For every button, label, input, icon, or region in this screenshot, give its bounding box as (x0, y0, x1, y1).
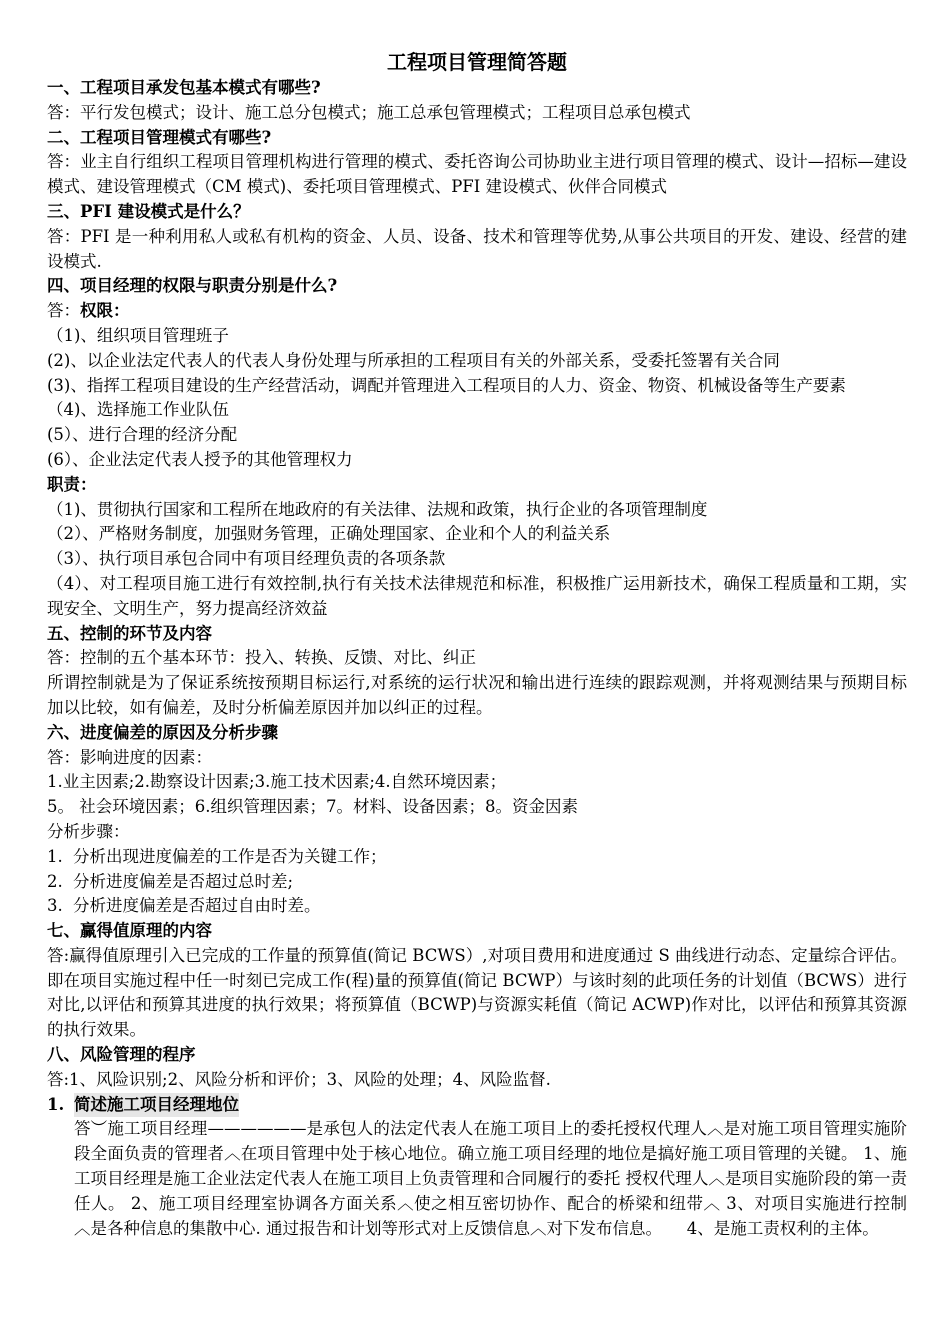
rights-item: (5）、进行合理的经济分配 (47, 425, 238, 445)
step-text: 分析进度偏差是否超过自由时差。 (73, 896, 321, 916)
duties-item: （2）、严格财务制度，加强财务管理，正确处理国家、企业和个人的利益关系 (47, 524, 611, 544)
page-title: 工程项目管理简答题 (387, 50, 567, 74)
answer-5-line-1: 答：控制的五个基本环节：投入、转换、反馈、对比、纠正 (47, 648, 476, 668)
answer-6-line-2: 1.业主因素;2.勘察设计因素;3.施工技术因素;4.自然环境因素； (47, 772, 507, 792)
question-2: 二、工程项目管理模式有哪些? (47, 127, 272, 147)
rights-item: （4)、选择施工作业队伍 (47, 400, 229, 420)
rights-item: （1)、组织项目管理班子 (47, 325, 229, 345)
duties-item: （1)、贯彻执行国家和工程所在地政府的有关法律、法规和政策，执行企业的各项管理制度 (47, 499, 708, 519)
answer-6-line-4: 分析步骤： (47, 821, 130, 841)
answer-7: 答:赢得值原理引入已完成的工作量的预算值(简记 BCWS）,对项目费用和进度通过 S 曲线进行动态、定量综合评估。即在项目实施过程中任一时刻已完成工作(程)量的预算值(简记 BCWP）与该时刻的此项任务的计划值（BCWS）进行对比,以评估和预算其进度的执行效果；将预算值（BCWP)与资源实耗值（简记 ACWP)作对比，以评估和预算其资源的执行效果。 (47, 945, 907, 1040)
step-number: 2. (47, 871, 63, 891)
answer-3: 答：PFI 是一种利用私人或私有机构的资金、人员、设备、技术和管理等优势,从事公共项目的开发、建设、经营的建设模式. (47, 226, 907, 271)
question-7: 七、赢得值原理的内容 (47, 921, 212, 941)
answer-6-line-1: 答：影响进度的因素： (47, 747, 212, 767)
question-4: 四、项目经理的权限与职责分别是什么? (47, 276, 338, 296)
question-1: 一、工程项目承发包基本模式有哪些? (47, 78, 321, 97)
analysis-step (47, 845, 907, 870)
answer-1: 答：平行发包模式；设计、施工总分包模式；施工总承包管理模式；工程项目总承包模式 (47, 102, 691, 122)
document-page (47, 48, 907, 1241)
question-8: 八、风险管理的程序 (47, 1045, 196, 1065)
step-number: 3. (47, 896, 63, 916)
question-9-number: 1. (47, 1094, 65, 1114)
duties-label: 职责： (47, 474, 97, 494)
step-number: 1. (47, 846, 63, 866)
step-text: 分析出现进度偏差的工作是否为关键工作； (73, 846, 387, 866)
question-3: 三、PFI 建设模式是什么？ (47, 201, 250, 221)
question-9-title: 简述施工项目经理地位 (74, 1093, 239, 1118)
analysis-step (47, 870, 907, 895)
answer-4-intro (47, 299, 907, 324)
answer-8: 答:1、风险识别;2、风险分析和评价；3、风险的处理；4、风险监督. (47, 1069, 551, 1089)
rights-label: 权限： (80, 301, 130, 321)
answer-5-line-2: 所谓控制就是为了保证系统按预期目标运行,对系统的运行状况和输出进行连续的跟踪观测，并将观测结果与预期目标加以比较，如有偏差，及时分析偏差原因并加以纠正的过程。 (47, 673, 907, 717)
duties-item: （4）、对工程项目施工进行有效控制,执行有关技术法律规范和标准，积极推广运用新技术，确保工程质量和工期，实现安全、文明生产，努力提高经济效益 (47, 573, 907, 618)
question-6: 六、进度偏差的原因及分析步骤 (47, 722, 278, 742)
step-text: 分析进度偏差是否超过总时差; (73, 871, 294, 891)
answer-prefix: 答： (47, 301, 80, 321)
rights-item: (3)、指挥工程项目建设的生产经营活动，调配并管理进入工程项目的人力、资金、物资、机械设备等生产要素 (47, 375, 846, 395)
rights-item: (6）、企业法定代表人授予的其他管理权力 (47, 449, 353, 469)
answer-2: 答：业主自行组织工程项目管理机构进行管理的模式、委托咨询公司协助业主进行项目管理的模式、设计—招标—建设模式、建设管理模式（CM 模式)、委托项目管理模式、PFI 建设模式、伙伴合同模式 (47, 152, 907, 197)
question-9 (47, 1093, 907, 1118)
answer-9: 答︶施工项目经理——————是承包人的法定代表人在施工项目上的委托授权代理人︿是对施工项目管理实施阶段全面负责的管理者︿在项目管理中处于核心地位。确立施工项目经理的地位是搞好施工项目管理的关键。 1、施工项目经理是施工企业法定代表人在施工项目上负责管理和合同履行的委托 授权代理人︿是项目实施阶段的第一责任人。 2、施工项目经理室协调各方面关系︿使之相互密切协作、配合的桥梁和纽带︿ 3、对项目实施进行控制︿是各种信息的集散中心. 通过报告和计划等形式对上反馈信息︿对下发布信息。 4、是施工责权利的主体。 (74, 1119, 907, 1238)
answer-6-line-3: 5。 社会环境因素；6.组织管理因素；7。材料、设备因素；8。资金因素 (47, 797, 578, 817)
question-5: 五、控制的环节及内容 (47, 623, 212, 643)
analysis-step (47, 894, 907, 919)
rights-item: (2)、以企业法定代表人的代表人身份处理与所承担的工程项目有关的外部关系，受委托签署有关合同 (47, 350, 780, 370)
duties-item: （3）、执行项目承包合同中有项目经理负责的各项条款 (47, 549, 446, 569)
